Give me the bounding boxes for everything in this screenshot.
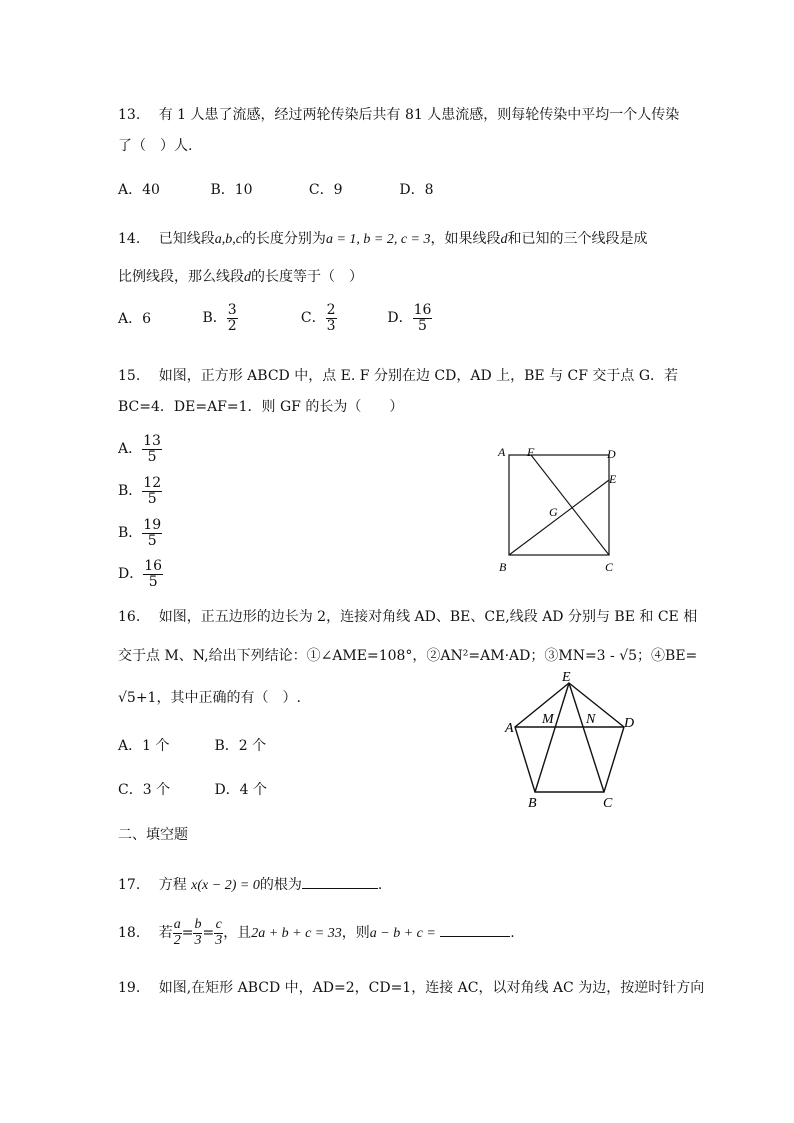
q14-option-b-label: B． [202, 310, 227, 327]
label-c: C [605, 560, 614, 574]
q17-line [118, 874, 382, 894]
q13-option-b: B．10 [210, 182, 253, 198]
numerator: c [215, 917, 222, 932]
denominator: 5 [413, 318, 433, 334]
label-d: D [607, 447, 616, 461]
diagonal-ce [569, 683, 604, 792]
q16-pentagon-figure [500, 668, 640, 810]
denominator: 3 [215, 932, 223, 948]
diagonal-be [535, 683, 569, 792]
q18-fraction-c [214, 918, 223, 948]
q16-line2: 交于点 M、N,给出下列结论：①∠AME=108°，②AN²=AM·AD；③MN=3 - √5；④BE= [118, 648, 698, 664]
denominator: 5 [142, 449, 162, 465]
square-abcd [509, 455, 609, 555]
q18-number: 18. [118, 925, 141, 942]
numerator: b [194, 917, 202, 932]
q18-text-b: ，且 [223, 925, 252, 942]
q16-option-d: D．4 个 [214, 782, 268, 798]
section-title-fill-in: 二、填空题 [118, 827, 188, 843]
q15-option-d [118, 559, 163, 589]
q15-number: 15. [118, 368, 141, 384]
q19-text: 如图,在矩形 ABCD 中，AD=2，CD=1，连接 AC，以对角线 AC 为边，按逆时针方向 [158, 980, 705, 996]
label-n: N [586, 712, 596, 727]
q18-text-a: 若 [158, 925, 173, 942]
q14-option-c-fraction [326, 303, 337, 333]
numerator: 13 [143, 433, 161, 449]
q14-number: 14. [118, 231, 141, 247]
q13-line1 [118, 104, 679, 124]
segment-cf [531, 455, 609, 555]
q18-text-c: ，则 [341, 925, 370, 942]
denominator: 2 [173, 932, 181, 948]
q15-option-c [118, 518, 162, 548]
q15-line2: BC=4．DE=AF=1．则 GF 的长为（ ） [118, 399, 404, 415]
label-a: A [498, 445, 506, 459]
q19-number: 19. [118, 980, 141, 996]
q16-text: 如图，正五边形的边长为 2，连接对角线 AD、BE、CE,线段 AD 分别与 BE 和 CE 相 [158, 609, 698, 625]
label-f: F [527, 445, 535, 459]
q16-line3 [118, 687, 301, 707]
q18-condition: 2a + b + c = 33 [251, 926, 342, 942]
q14-values: a = 1, b = 2, c = 3 [325, 232, 431, 247]
q13-options [118, 179, 434, 199]
equals-sign: = [202, 925, 215, 942]
q18-answer-blank[interactable] [440, 936, 510, 937]
q18-end: . [510, 925, 515, 942]
denominator: 3 [194, 932, 202, 948]
q16-options-row1 [118, 735, 266, 755]
q19-line1 [118, 977, 704, 997]
q14-line1 [118, 228, 648, 248]
q15-option-b-fraction [142, 476, 162, 506]
q14-option-c-label: C． [300, 310, 326, 327]
q14-line2-text-b: 的长度等于（ ） [251, 269, 363, 285]
q17-end: . [377, 877, 383, 893]
label-c: C [603, 796, 613, 810]
q15-text: 如图，正方形 ABCD 中，点 E. F 分别在边 CD，AD 上，BE 与 CF 交于点 G．若 [158, 368, 679, 384]
q16-line3-text: +1，其中正确的有（ ）. [135, 690, 301, 706]
label-b: B [499, 560, 507, 574]
q14-option-a: A．6 [118, 311, 152, 328]
q18-fraction-a [173, 918, 182, 948]
equals-sign: = [181, 925, 194, 942]
numerator: 12 [143, 475, 162, 491]
label-a: A [505, 721, 514, 736]
q13-text: 有 1 人患了流感，经过两轮传染后共有 81 人患流感，则每轮传染中平均一个人传染 [158, 107, 680, 123]
q15-option-a-fraction [142, 434, 162, 464]
denominator: 2 [227, 317, 237, 334]
q15-option-b [118, 476, 162, 506]
q13-option-c: C．9 [308, 182, 343, 198]
q14-line2-var-d: d [244, 270, 251, 285]
q17-text-b: 的根为 [259, 877, 302, 893]
q16-number: 16. [118, 609, 141, 625]
denominator: 5 [142, 533, 162, 549]
q15-option-a [118, 434, 162, 464]
q14-option-c [301, 303, 383, 333]
q17-number: 17. [118, 877, 141, 893]
label-e: E [609, 472, 617, 486]
q14-line2-text-a: 比例线段，那么线段 [118, 269, 244, 285]
pentagon [515, 683, 624, 792]
q14-option-b [202, 303, 296, 333]
q15-option-a-label: A． [118, 441, 143, 458]
q13-option-d: D．8 [399, 182, 434, 198]
q14-var-d: d [500, 232, 508, 247]
q16-option-b: B．2 个 [214, 738, 267, 754]
label-e: E [562, 670, 571, 685]
q17-equation: x(x − 2) = 0 [191, 878, 260, 893]
denominator: 3 [326, 317, 336, 334]
q14-option-d-label: D． [387, 310, 413, 327]
numerator: 2 [326, 302, 336, 318]
q16-options-row2 [118, 779, 267, 799]
q16-option-a: A．1 个 [118, 738, 170, 754]
q18-line [118, 918, 515, 948]
numerator: 16 [144, 558, 163, 574]
denominator: 5 [142, 491, 162, 507]
q15-line1 [118, 365, 678, 385]
q14-option-d-fraction [413, 303, 433, 333]
q18-expression: a − b + c = [369, 926, 436, 942]
q17-text-a: 方程 [158, 877, 187, 893]
q13-option-a: A．40 [118, 182, 160, 198]
q14-text-a: 已知线段 [158, 231, 215, 247]
q15-option-c-fraction [142, 518, 162, 548]
q16-option-c: C．3 个 [118, 782, 171, 798]
q16-line1 [118, 606, 697, 626]
q13-line2: 了（ ）人. [118, 138, 193, 154]
q15-option-b-label: B． [118, 483, 143, 500]
q16-sqrt5: √5 [118, 690, 136, 706]
q15-square-figure [490, 440, 630, 580]
label-b: B [528, 796, 537, 810]
label-g: G [549, 505, 558, 519]
q14-segments: a,b,c [214, 232, 242, 247]
numerator: 16 [413, 302, 432, 318]
numerator: a [173, 917, 181, 932]
q14-text-c: ，如果线段 [430, 231, 501, 247]
q15-option-d-label: D． [118, 566, 144, 583]
q15-option-c-label: B． [118, 525, 143, 542]
q14-text-d: 和已知的三个线段是成 [507, 231, 648, 247]
numerator: 19 [143, 517, 162, 533]
numerator: 3 [227, 302, 237, 318]
q15-option-d-fraction [143, 559, 163, 589]
label-d: D [624, 716, 635, 731]
q14-options [118, 303, 432, 333]
label-m: M [542, 712, 554, 727]
q14-option-b-fraction [227, 303, 238, 333]
q14-line2 [118, 266, 363, 286]
denominator: 5 [143, 574, 163, 590]
q13-number: 13. [118, 107, 141, 123]
q14-option-d [387, 303, 432, 333]
q17-answer-blank[interactable] [302, 888, 378, 889]
q14-text-b: 的长度分别为 [241, 231, 326, 247]
